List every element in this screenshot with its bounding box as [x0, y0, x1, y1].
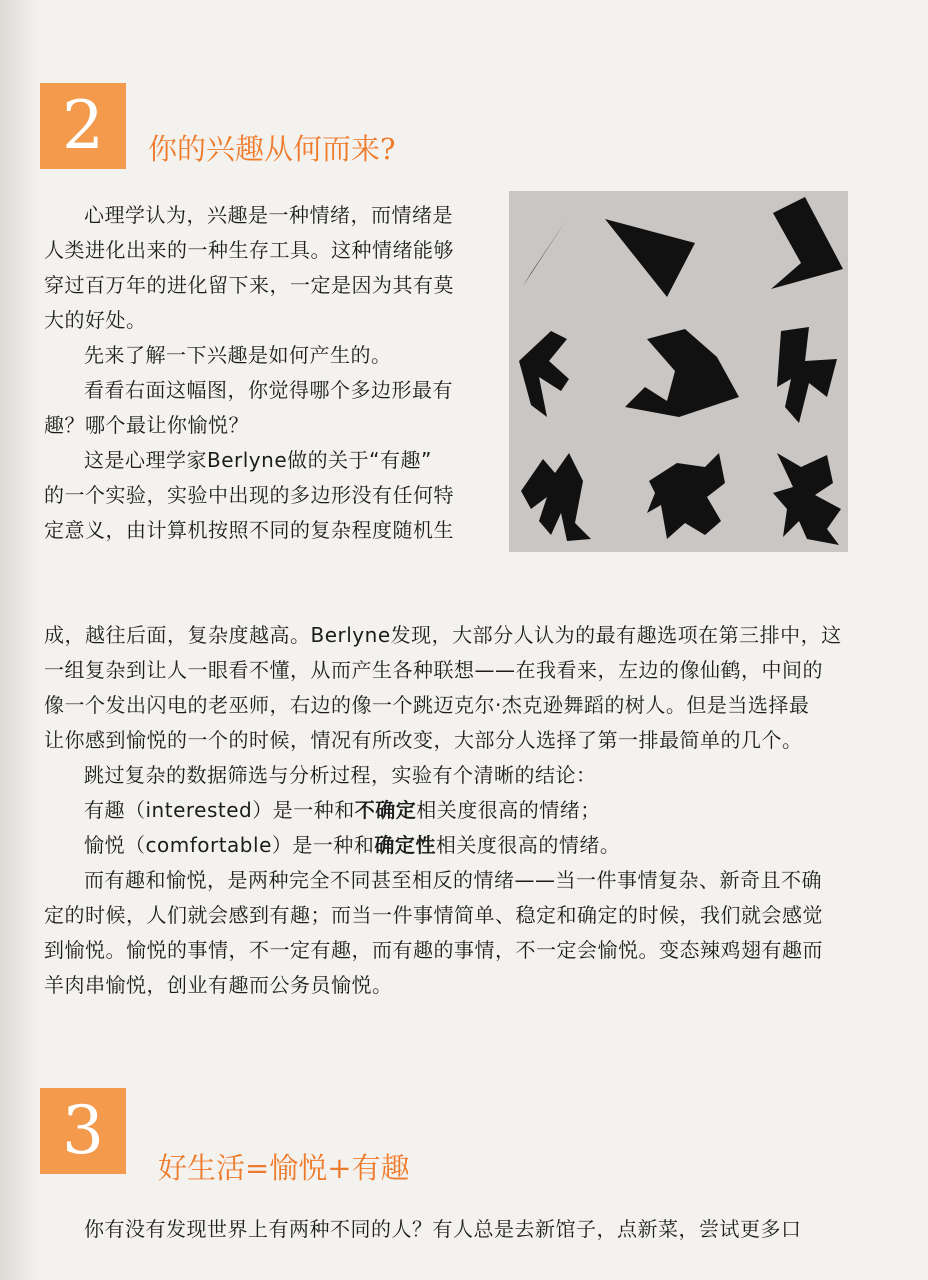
- paragraph-line: 像一个发出闪电的老巫师，右边的像一个跳迈克尔·杰克逊舞蹈的树人。但是当选择最: [44, 693, 810, 717]
- complex-polygon: [647, 453, 725, 539]
- conclusion-text: 相关度很高的情绪；: [416, 798, 601, 822]
- medium-polygon: [777, 327, 837, 423]
- paragraph-line: 看看右面这幅图，你觉得哪个多边形最有: [84, 378, 453, 402]
- conclusion-interested: [44, 793, 904, 828]
- emphasis-text: 确定性: [374, 833, 436, 857]
- intro-text-column: [44, 198, 499, 548]
- intro-line: 心理学认为，兴趣是一种情绪，而情绪是: [84, 203, 453, 227]
- paragraph: 先来了解一下兴趣是如何产生的。: [84, 343, 392, 367]
- intro-line: 人类进化出来的一种生存工具。这种情绪能够: [44, 238, 454, 262]
- paragraph-line: 你有没有发现世界上有两种不同的人？有人总是去新馆子，点新菜，尝试更多口: [84, 1217, 802, 1241]
- paragraph-line: 定的时候，人们就会感到有趣；而当一件事情简单、稳定和确定的时候，我们就会感觉: [44, 903, 823, 927]
- simple-polygon: [605, 219, 695, 297]
- section-title: 好生活=愉悦+有趣: [158, 1151, 410, 1185]
- intro-line: 大的好处。: [44, 308, 147, 332]
- section3-body: [44, 1212, 904, 1247]
- page-edge-shade: [0, 0, 40, 1280]
- paragraph-line: 让你感到愉悦的一个的时候，情况有所改变，大部分人选择了第一排最简单的几个。: [44, 728, 803, 752]
- polygon-figure-svg: [509, 191, 848, 552]
- medium-polygon: [519, 331, 569, 417]
- simple-polygon: [523, 219, 567, 286]
- paragraph-line: 趣？哪个最让你愉悦？: [44, 413, 249, 437]
- paragraph-line: 的一个实验，实验中出现的多边形没有任何特: [44, 483, 454, 507]
- paragraph-line: 成，越往后面，复杂度越高。Berlyne发现，大部分人认为的最有趣选项在第三排中，这: [44, 623, 842, 647]
- complex-polygon: [521, 453, 591, 541]
- section-number-badge: 2: [40, 83, 126, 169]
- conclusion-text: 愉悦（comfortable）是一种和: [84, 833, 375, 857]
- conclusion-text: 有趣（interested）是一种和: [84, 798, 355, 822]
- paragraph-line: 到愉悦。愉悦的事情，不一定有趣，而有趣的事情，不一定会愉悦。变态辣鸡翅有趣而: [44, 938, 823, 962]
- complex-polygon: [773, 453, 841, 545]
- polygon-figure: [509, 191, 848, 552]
- paragraph: 跳过复杂的数据筛选与分析过程，实验有个清晰的结论：: [84, 763, 597, 787]
- paragraph-line: 而有趣和愉悦，是两种完全不同甚至相反的情绪——当一件事情复杂、新奇且不确: [84, 868, 822, 892]
- medium-polygon: [625, 329, 739, 417]
- paragraph-line: 羊肉串愉悦，创业有趣而公务员愉悦。: [44, 973, 393, 997]
- emphasis-text: 不确定: [354, 798, 417, 822]
- simple-polygon: [771, 197, 843, 289]
- conclusion-text: 相关度很高的情绪。: [435, 833, 621, 857]
- section-title: 你的兴趣从何而来?: [148, 132, 396, 166]
- conclusion-comfortable: [44, 828, 904, 863]
- paragraph-line: 定意义，由计算机按照不同的复杂程度随机生: [44, 518, 454, 542]
- intro-line: 穿过百万年的进化留下来，一定是因为其有莫: [44, 273, 454, 297]
- paragraph-line: 这是心理学家Berlyne做的关于“有趣”: [84, 448, 432, 472]
- paragraph-line: 一组复杂到让人一眼看不懂，从而产生各种联想——在我看来，左边的像仙鹤，中间的: [44, 658, 823, 682]
- section-number-badge: 3: [40, 1088, 126, 1174]
- body-text: [44, 618, 904, 1003]
